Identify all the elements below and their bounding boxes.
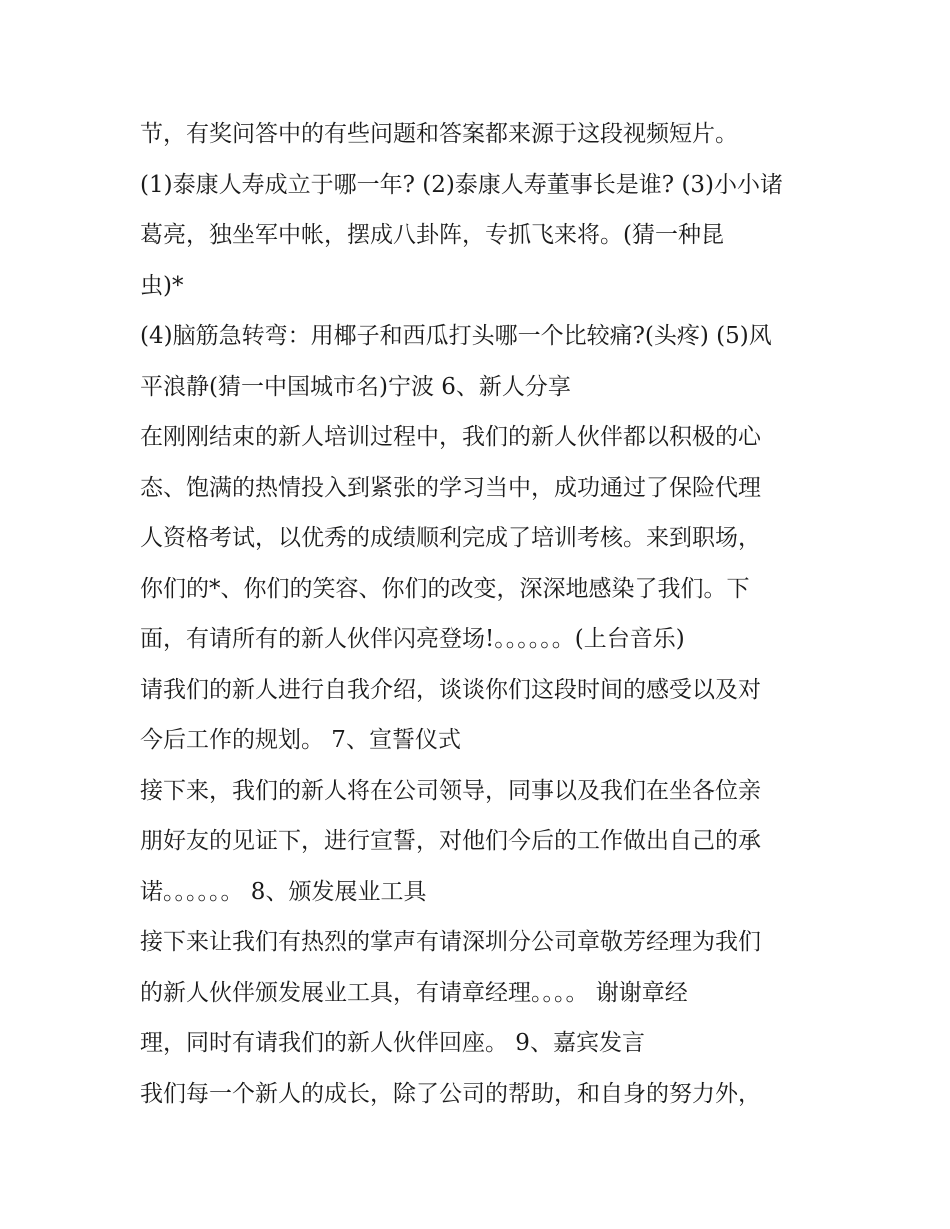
text-line: 你们的*、你们的笑容、你们的改变，深深地感染了我们。下 <box>140 575 750 602</box>
text-line: (4)脑筋急转弯：用椰子和西瓜打头哪一个比较痛?(头疼) (5)风 <box>140 323 772 349</box>
text-line: 人资格考试，以优秀的成绩顺利完成了培训考核。来到职场， <box>140 525 761 551</box>
text-line: 今后工作的规划。 7、宣誓仪式 <box>140 727 461 753</box>
text-line: 接下来，我们的新人将在公司领导，同事以及我们在坐各位亲 <box>140 777 761 804</box>
document-body <box>140 109 820 1119</box>
text-line: 接下来让我们有热烈的掌声有请深圳分公司章敬芳经理为我们 <box>140 929 761 955</box>
text-line: 的新人伙伴颁发展业工具，有请章经理。。。。 谢谢章经 <box>140 979 688 1006</box>
text-line: 在刚刚结束的新人培训过程中，我们的新人伙伴都以积极的心 <box>140 424 761 450</box>
text-line: 理，同时有请我们的新人伙伴回座。 9、嘉宾发言 <box>140 1030 645 1056</box>
text-line: 葛亮，独坐军中帐，摆成八卦阵，专抓飞来将。(猜一种昆 <box>140 222 724 248</box>
text-line: 面，有请所有的新人伙伴闪亮登场!。。。。。。(上台音乐) <box>140 626 685 652</box>
text-line: 平浪静(猜一中国城市名)宁波 6、新人分享 <box>140 373 571 400</box>
text-line: 请我们的新人进行自我介绍，谈谈你们这段时间的感受以及对 <box>140 676 761 703</box>
text-line: 朋好友的见证下，进行宣誓，对他们今后的工作做出自己的承 <box>140 828 761 854</box>
text-line: (1)泰康人寿成立于哪一年? (2)泰康人寿董事长是谁? (3)小小诸 <box>140 171 784 198</box>
text-line: 诺。。。。。。 8、颁发展业工具 <box>140 878 427 905</box>
text-line: 我们每一个新人的成长，除了公司的帮助，和自身的努力外， <box>140 1080 761 1107</box>
text-line: 态、饱满的热情投入到紧张的学习当中，成功通过了保险代理 <box>140 474 761 501</box>
text-line: 节，有奖问答中的有些问题和答案都来源于这段视频短片。 <box>140 121 738 147</box>
text-line: 虫)* <box>140 272 184 299</box>
